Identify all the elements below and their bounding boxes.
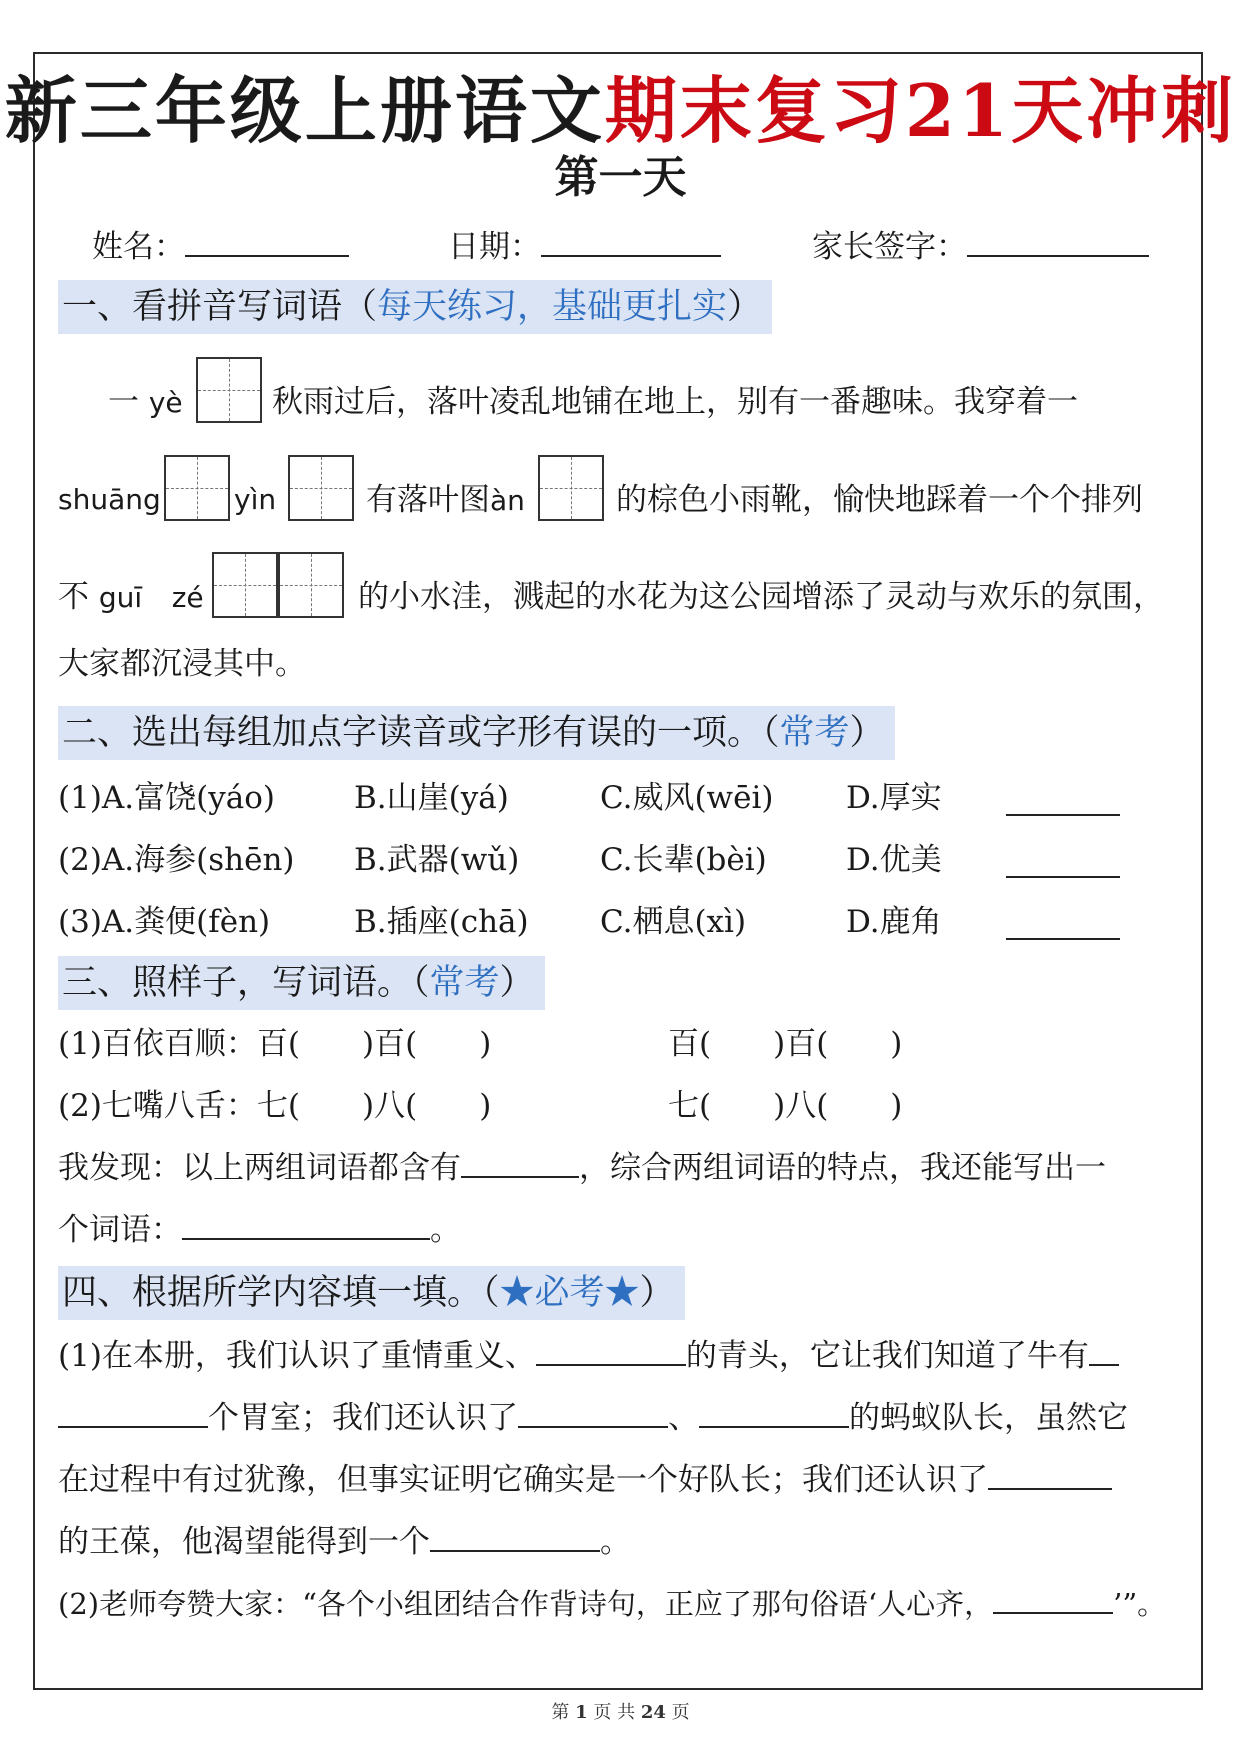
section4-heading: 四、根据所学内容填一填。（★必考★） (58, 1266, 685, 1320)
s3-row2-left[interactable]: (2)七嘴八舌：七( )八( ) (58, 1088, 492, 1124)
s4-line: 在过程中有过犹豫，但事实证明它确实是一个好队长；我们还认识了 (58, 1458, 1112, 1502)
s1-write-box[interactable] (212, 552, 278, 618)
s2-option[interactable]: C.栖息(xì) (600, 904, 747, 940)
s3-discovery: 我发现：以上两组词语都含有 ，综合两组词语的特点，我还能写出一 (58, 1150, 1106, 1186)
name-field[interactable]: 姓名： (92, 226, 349, 268)
s4-line: (1)在本册，我们认识了重情重义、 的青头，它让我们知道了牛有 (58, 1334, 1119, 1378)
s1-pinyin: yìn (234, 483, 277, 516)
section1-heading: 一、看拼音写词语（每天练习，基础更扎实） (58, 280, 772, 334)
date-field[interactable]: 日期： (448, 226, 721, 268)
s2-option[interactable]: (3)A.粪便(fèn) (58, 904, 271, 940)
s1-write-box[interactable] (538, 455, 604, 521)
s2-option[interactable]: D.厚实 (846, 780, 942, 816)
s1-text: 秋雨过后，落叶凌乱地铺在地上，别有一番趣味。我穿着一 (272, 384, 1078, 420)
s1-write-box[interactable] (288, 455, 354, 521)
s2-option[interactable]: C.长辈(bèi) (600, 842, 767, 878)
s1-text: 的小水洼，溅起的水花为这公园增添了灵动与欢乐的氛围， (358, 579, 1164, 615)
section2-heading: 二、选出每组加点字读音或字形有误的一项。（常考） (58, 706, 895, 760)
parent-signature-field[interactable]: 家长签字： (812, 226, 1149, 268)
s2-answer-blank[interactable] (1006, 876, 1120, 878)
worksheet-title: 新三年级上册语文期末复习21天冲刺 (4, 68, 1237, 153)
s1-write-box[interactable] (278, 552, 344, 618)
s3-row1-left[interactable]: (1)百依百顺：百( )百( ) (58, 1026, 492, 1062)
s2-option[interactable]: B.插座(chā) (354, 904, 529, 940)
s1-write-box[interactable] (196, 357, 262, 423)
s1-text: 大家都沉浸其中。 (58, 646, 306, 682)
s2-option[interactable]: D.鹿角 (846, 904, 942, 940)
s2-option[interactable]: C.威风(wēi) (600, 780, 774, 816)
s1-write-box[interactable] (164, 455, 230, 521)
s2-option[interactable]: (1)A.富饶(yáo) (58, 780, 275, 816)
s1-text: 的棕色小雨靴，愉快地踩着一个个排列 (616, 482, 1143, 518)
page-footer: 第 1 页 共 24 页 (551, 1702, 690, 1723)
s3-row2-right[interactable]: 七( )八( ) (668, 1088, 903, 1124)
s1-text: 一 yè (108, 384, 183, 420)
s4-line: 个胃室；我们还认识了 、 的蚂蚁队长，虽然它 (58, 1396, 1128, 1440)
s4-line: 的王葆，他渴望能得到一个 。 (58, 1524, 631, 1560)
s1-text: 不 guī zé (58, 579, 204, 615)
s2-option[interactable]: D.优美 (846, 842, 942, 878)
s2-answer-blank[interactable] (1006, 814, 1120, 816)
s2-option[interactable]: B.武器(wǔ) (354, 842, 520, 878)
s2-option[interactable]: B.山崖(yá) (354, 780, 509, 816)
s3-row1-right[interactable]: 百( )百( ) (668, 1026, 903, 1062)
s2-answer-blank[interactable] (1006, 938, 1120, 940)
day-subtitle: 第一天 (554, 152, 687, 203)
s2-option[interactable]: (2)A.海参(shēn) (58, 842, 295, 878)
s4-line: (2)老师夸赞大家：“各个小组团结合作背诗句，正应了那句俗语‘人心齐， ’”。 (58, 1587, 1167, 1621)
s1-text: 有落叶图àn (366, 482, 525, 518)
s1-pinyin: shuāng (58, 483, 161, 516)
s3-discovery: 个词语： 。 (58, 1212, 461, 1248)
section3-heading: 三、照样子，写词语。（常考） (58, 956, 545, 1010)
